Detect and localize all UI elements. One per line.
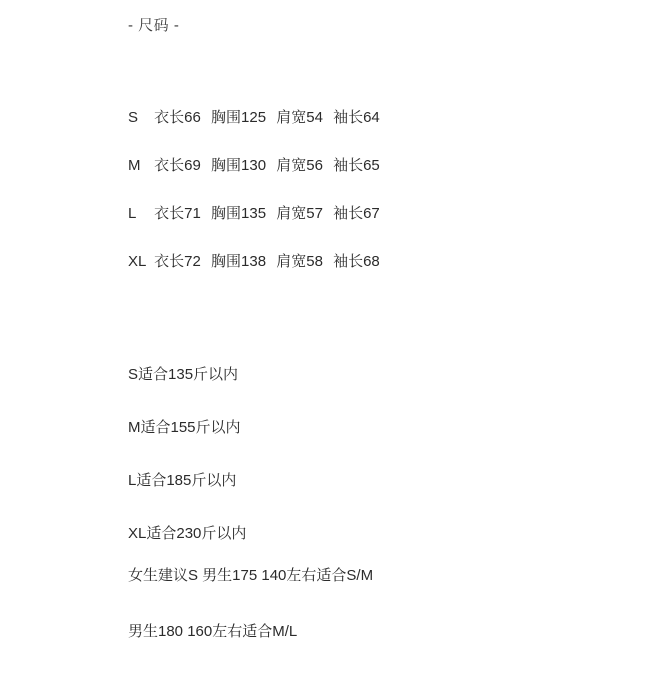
- size-label: XL: [128, 253, 147, 270]
- sleeve-value: 袖长65: [333, 157, 380, 174]
- size-spec-row: [128, 156, 598, 176]
- length-value: 衣长72: [154, 253, 201, 270]
- size-spec-row: [128, 252, 598, 272]
- size-label: S: [128, 109, 139, 126]
- size-label: M: [128, 157, 141, 174]
- fit-guide-row: S适合135斤以内: [128, 366, 239, 383]
- bust-value: 胸围135: [211, 205, 267, 222]
- bust-value: 胸围125: [211, 109, 267, 126]
- fit-guide-list: [128, 365, 598, 577]
- sleeve-value: 袖长68: [333, 253, 380, 270]
- page-title: - 尺码 -: [128, 17, 180, 34]
- shoulder-value: 肩宽56: [276, 157, 323, 174]
- size-spec-row: [128, 108, 598, 128]
- shoulder-value: 肩宽54: [276, 109, 323, 126]
- sleeve-value: 袖长64: [333, 109, 380, 126]
- length-value: 衣长69: [154, 157, 201, 174]
- sleeve-value: 袖长67: [333, 205, 380, 222]
- size-spec-list: [128, 108, 598, 300]
- sizing-advice-row: 女生建议S 男生175 140左右适合S/M: [128, 567, 374, 584]
- bust-value: 胸围130: [211, 157, 267, 174]
- shoulder-value: 肩宽58: [276, 253, 323, 270]
- fit-guide-row: M适合155斤以内: [128, 419, 241, 436]
- sizing-advice-row: 男生180 160左右适合M/L: [128, 623, 298, 640]
- fit-guide-row: XL适合230斤以内: [128, 525, 247, 542]
- fit-guide-row: L适合185斤以内: [128, 472, 237, 489]
- size-label: L: [128, 205, 137, 222]
- size-spec-row: [128, 204, 598, 224]
- length-value: 衣长71: [154, 205, 201, 222]
- shoulder-value: 肩宽57: [276, 205, 323, 222]
- bust-value: 胸围138: [211, 253, 267, 270]
- sizing-advice-list: [128, 566, 598, 678]
- length-value: 衣长66: [154, 109, 201, 126]
